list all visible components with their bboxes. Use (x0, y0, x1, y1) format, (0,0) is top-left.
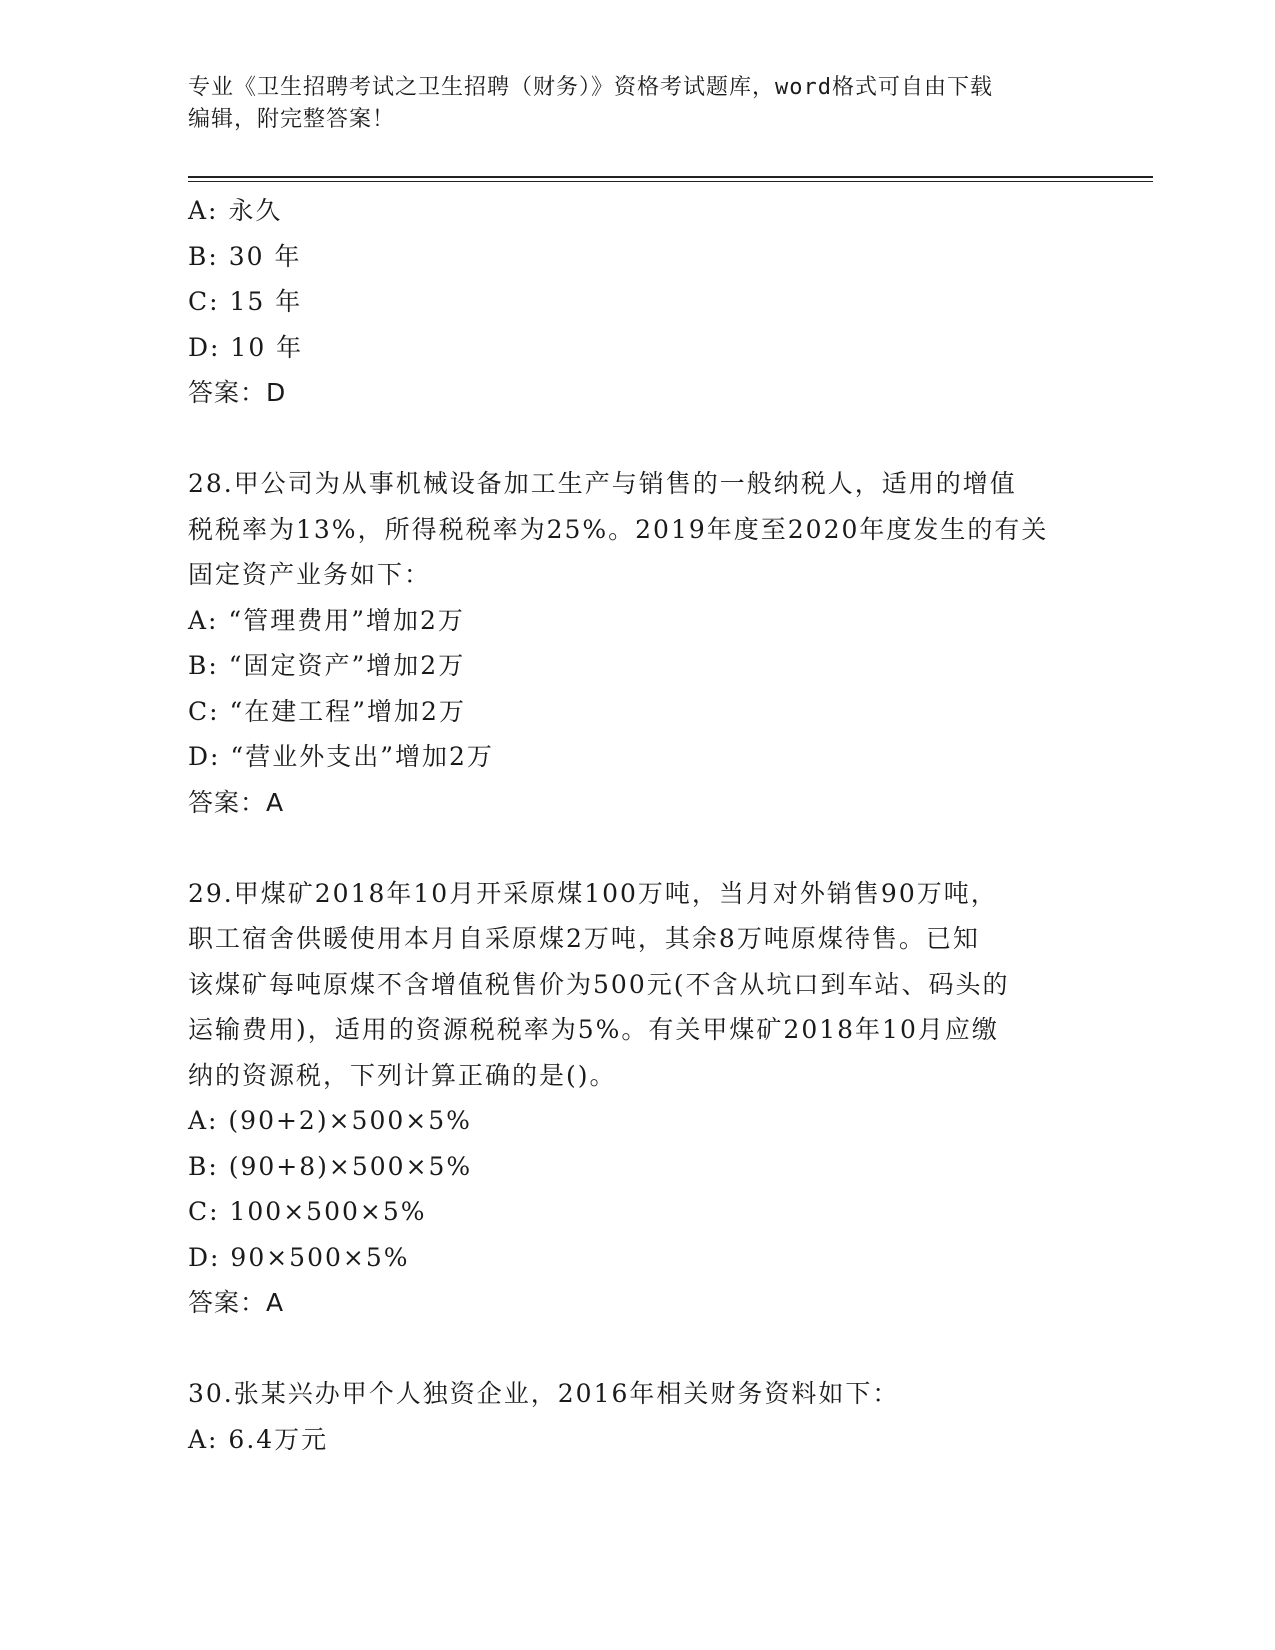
header-rule-thin (188, 181, 1153, 182)
header-line-1: 专业《卫生招聘考试之卫生招聘（财务）》资格考试题库，word格式可自由下载 (188, 75, 993, 100)
option-b: B: 30 年 (188, 241, 302, 271)
header-line-2: 编辑，附完整答案！ (188, 107, 396, 132)
option-b: B: “固定资产”增加2万 (188, 651, 466, 680)
answer: 答案：A (188, 787, 285, 817)
option-c: C: 100×500×5% (188, 1197, 427, 1226)
spacer (188, 1326, 1068, 1372)
option-b: B: (90+8)×500×5% (188, 1151, 473, 1181)
spacer (188, 825, 1068, 871)
option-a: A: 永久 (188, 196, 283, 225)
option-c: C: “在建工程”增加2万 (188, 696, 466, 726)
answer: 答案：D (188, 378, 287, 407)
option-d: D: 90×500×5% (188, 1242, 410, 1272)
question-stem-line: 纳的资源税，下列计算正确的是()。 (188, 1060, 617, 1090)
question-stem-line: 运输费用)，适用的资源税税率为5%。有关甲煤矿2018年10月应缴 (188, 1015, 999, 1044)
question-list (188, 188, 1068, 1462)
option-a: A: 6.4万元 (188, 1424, 329, 1454)
question-stem-line: 职工宿舍供暖使用本月自采原煤2万吨，其余8万吨原煤待售。已知 (188, 924, 980, 953)
question-29 (188, 871, 1068, 1326)
question-stem-line: 28.甲公司为从事机械设备加工生产与销售的一般纳税人，适用的增值 (188, 469, 1017, 498)
question-stem-line: 30.张某兴办甲个人独资企业，2016年相关财务资料如下： (188, 1379, 900, 1408)
question-stem-line: 该煤矿每吨原煤不含增值税售价为500元(不含从坑口到车站、码头的 (188, 969, 1010, 999)
question-30 (188, 1371, 1068, 1462)
option-d: D: 10 年 (188, 332, 304, 362)
option-a: A: (90+2)×500×5% (188, 1106, 472, 1135)
option-a: A: “管理费用”增加2万 (188, 605, 465, 635)
header-rule-thick (188, 176, 1153, 178)
option-c: C: 15 年 (188, 287, 303, 316)
option-d: D: “营业外支出”增加2万 (188, 742, 494, 771)
document-header (188, 72, 1068, 136)
answer: 答案：A (188, 1288, 285, 1317)
spacer (188, 416, 1068, 462)
question-stem-line: 29.甲煤矿2018年10月开采原煤100万吨，当月对外销售90万吨， (188, 878, 998, 908)
question-stem-line: 税税率为13%，所得税税率为25%。2019年度至2020年度发生的有关 (188, 514, 1049, 544)
question-28 (188, 461, 1068, 825)
question-stem-line: 固定资产业务如下： (188, 560, 432, 589)
question-27 (188, 188, 1068, 416)
